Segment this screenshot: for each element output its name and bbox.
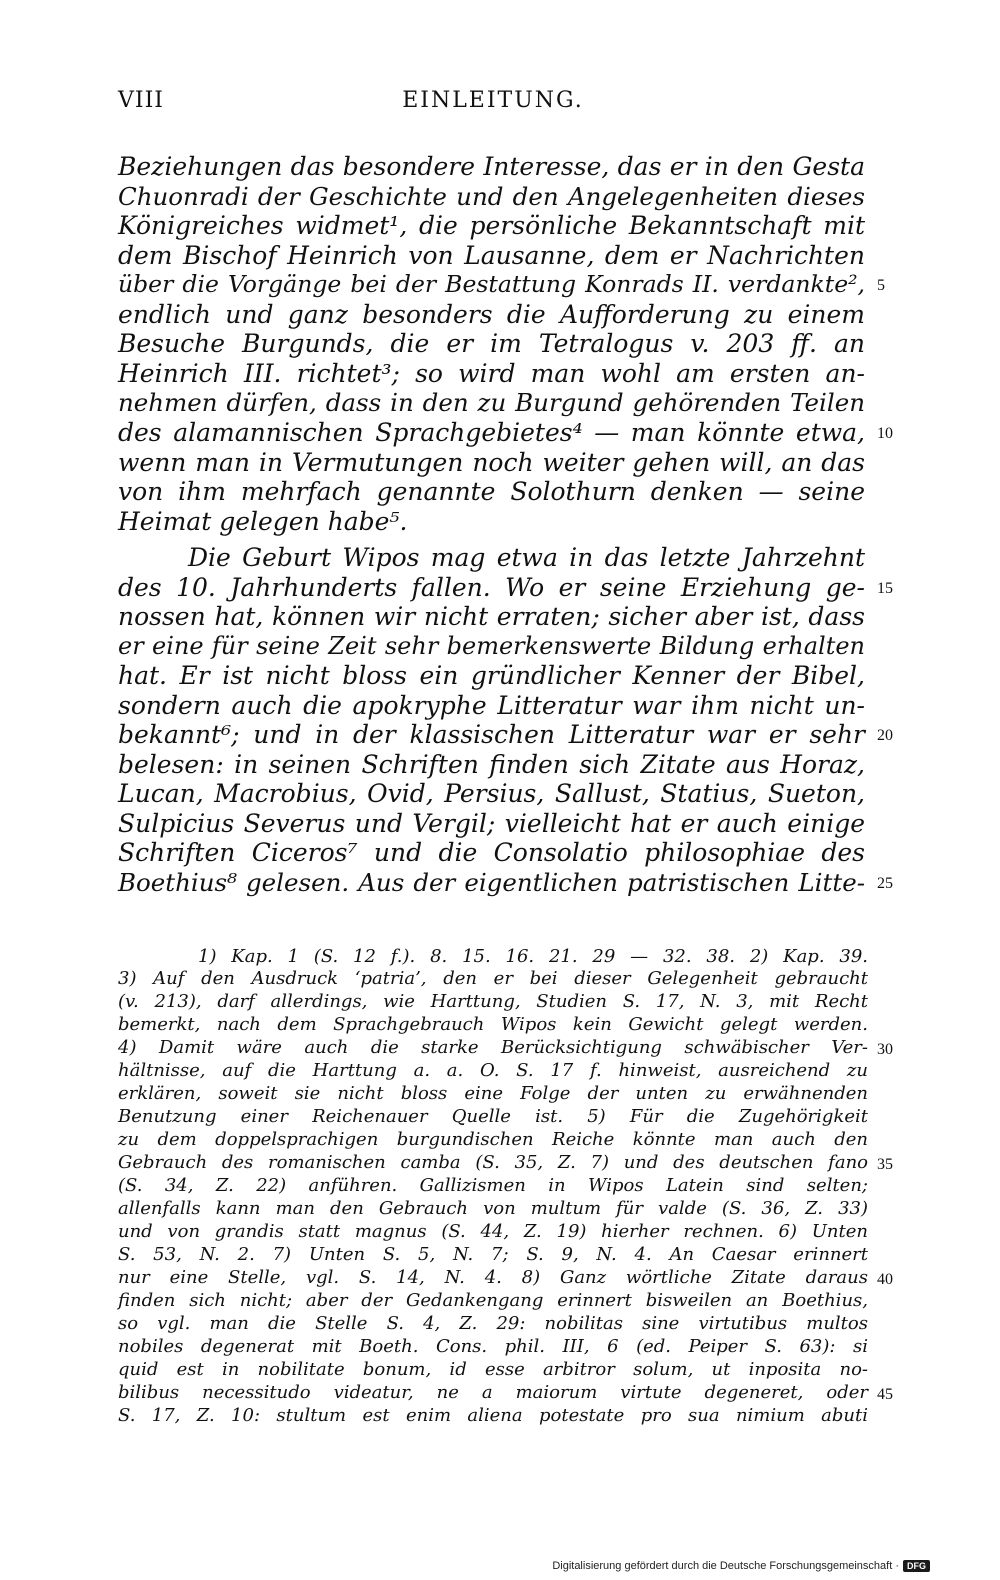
- footnote-line: 4) Damit wäre auch die starke Berücksichtigung schwäbischer Ver-: [118, 1037, 868, 1058]
- footnote-line: erklären, soweit sie nicht bloss eine Folge der unten zu erwähnenden: [118, 1083, 868, 1104]
- footnote-line: bilibus necessitudo videatur, ne a maiorum virtute degeneret, oder: [118, 1382, 868, 1403]
- body-line: Lucan, Macrobius, Ovid, Persius, Sallust, Statius, Sueton,: [118, 779, 865, 808]
- footnote-line: S. 53, N. 2. 7) Unten S. 5, N. 7; S. 9, N. 4. An Caesar erinnert: [118, 1244, 868, 1265]
- body-line: nehmen dürfen, dass in den zu Burgund gehörenden Teilen: [118, 388, 865, 417]
- footnote-line: nobiles degenerat mit Boeth. Cons. phil. III, 6 (ed. Peiper S. 63): si: [118, 1336, 868, 1357]
- page-number: VIII: [118, 88, 164, 113]
- body-line: belesen: in seinen Schriften finden sich Zitate aus Horaz,: [118, 750, 865, 779]
- footnote-line: Benutzung einer Reichenauer Quelle ist. 5) Für die Zugehörigkeit: [118, 1106, 868, 1127]
- footer-text: Digitalisierung gefördert durch die Deutsche Forschungsgemeinschaft ·: [552, 1560, 899, 1572]
- footnote-line: nur eine Stelle, vgl. S. 14, N. 4. 8) Ganz wörtliche Zitate daraus: [118, 1267, 868, 1288]
- body-line: er eine für seine Zeit sehr bemerkenswerte Bildung erhalten: [118, 632, 865, 660]
- footnote-line: S. 17, Z. 10: stultum est enim aliena potestate pro sua nimium abuti: [118, 1405, 868, 1426]
- footnote-line: finden sich nicht; aber der Gedankengang erinnert bisweilen an Boethius,: [118, 1290, 868, 1311]
- line-number: 45: [877, 1386, 893, 1403]
- footnote-line: bemerkt, nach dem Sprachgebrauch Wipos kein Gewicht gelegt werden.: [118, 1014, 868, 1035]
- body-line: endlich und ganz besonders die Aufforderung zu einem: [118, 300, 865, 329]
- line-number: 20: [877, 727, 893, 744]
- line-number: 5: [877, 277, 885, 294]
- footnote-line: zu dem doppelsprachigen burgundischen Reiche könnte man auch den: [118, 1129, 868, 1150]
- body-line: über die Vorgänge bei der Bestattung Konrads II. verdankte²,: [118, 270, 865, 298]
- running-title: EINLEITUNG.: [402, 88, 584, 113]
- footnote-line: 1) Kap. 1 (S. 12 f.). 8. 15. 16. 21. 29 — 32. 38. 2) Kap. 39.: [198, 946, 868, 967]
- body-line: dem Bischof Heinrich von Lausanne, dem er Nachrichten: [118, 241, 865, 270]
- footnote-line: quid est in nobilitate bonum, id esse arbitror solum, ut inposita no-: [118, 1359, 868, 1380]
- footnote-line: so vgl. man die Stelle S. 4, Z. 29: nobilitas sine virtutibus multos: [118, 1313, 868, 1334]
- body-line: Schriften Ciceros⁷ und die Consolatio philosophiae des: [118, 838, 865, 867]
- body-line: Heimat gelegen habe⁵.: [118, 507, 408, 536]
- body-line: hat. Er ist nicht bloss ein gründlicher Kenner der Bibel,: [118, 661, 865, 690]
- body-line: Königreiches widmet¹, die persönliche Bekanntschaft mit: [118, 211, 865, 240]
- line-number: 25: [877, 875, 893, 892]
- body-line: bekannt⁶; und in der klassischen Litteratur war er sehr: [118, 720, 865, 749]
- body-line: von ihm mehrfach genannte Solothurn denken — seine: [118, 477, 865, 506]
- body-line: Chuonradi der Geschichte und den Angelegenheiten dieses: [118, 182, 865, 211]
- line-number: 35: [877, 1156, 893, 1173]
- body-line: Heinrich III. richtet³; so wird man wohl am ersten an-: [118, 359, 865, 388]
- body-line: Sulpicius Severus und Vergil; vielleicht hat er auch einige: [118, 809, 865, 838]
- footnote-line: allenfalls kann man den Gebrauch von multum für valde (S. 36, Z. 33): [118, 1198, 868, 1219]
- body-line: wenn man in Vermutungen noch weiter gehen will, an das: [118, 448, 865, 477]
- footnote-line: hältnisse, auf die Harttung a. a. O. S. 17 f. hinweist, ausreichend zu: [118, 1060, 868, 1081]
- line-number: 10: [877, 425, 893, 442]
- line-number: 30: [877, 1041, 893, 1058]
- line-number: 40: [877, 1271, 893, 1288]
- dfg-logo: DFG: [903, 1560, 930, 1572]
- body-line: Besuche Burgunds, die er im Tetralogus v. 203 ff. an: [118, 329, 865, 358]
- body-line: sondern auch die apokryphe Litteratur war ihm nicht un-: [118, 691, 865, 720]
- digitization-footer: [552, 1560, 930, 1572]
- footnote-line: (v. 213), darf allerdings, wie Harttung, Studien S. 17, N. 3, mit Recht: [118, 991, 868, 1012]
- body-line: Boethius⁸ gelesen. Aus der eigentlichen patristischen Litte-: [118, 868, 865, 897]
- running-header: [118, 88, 868, 118]
- body-line: Beziehungen das besondere Interesse, das er in den Gesta: [118, 152, 865, 181]
- footnote-line: (S. 34, Z. 22) anführen. Gallizismen in Wipos Latein sind selten;: [118, 1175, 868, 1196]
- footnote-line: Gebrauch des romanischen camba (S. 35, Z. 7) und des deutschen fano: [118, 1152, 868, 1173]
- footnote-line: und von grandis statt magnus (S. 44, Z. 19) hierher rechnen. 6) Unten: [118, 1221, 868, 1242]
- body-line: nossen hat, können wir nicht erraten; sicher aber ist, dass: [118, 602, 865, 631]
- body-line: Die Geburt Wipos mag etwa in das letzte Jahrzehnt: [188, 543, 865, 572]
- footnote-line: 3) Auf den Ausdruck ‘patria’, den er bei dieser Gelegenheit gebraucht: [118, 968, 868, 989]
- body-line: des 10. Jahrhunderts fallen. Wo er seine Erziehung ge-: [118, 573, 865, 602]
- line-number: 15: [877, 580, 893, 597]
- body-line: des alamannischen Sprachgebietes⁴ — man könnte etwa,: [118, 418, 865, 447]
